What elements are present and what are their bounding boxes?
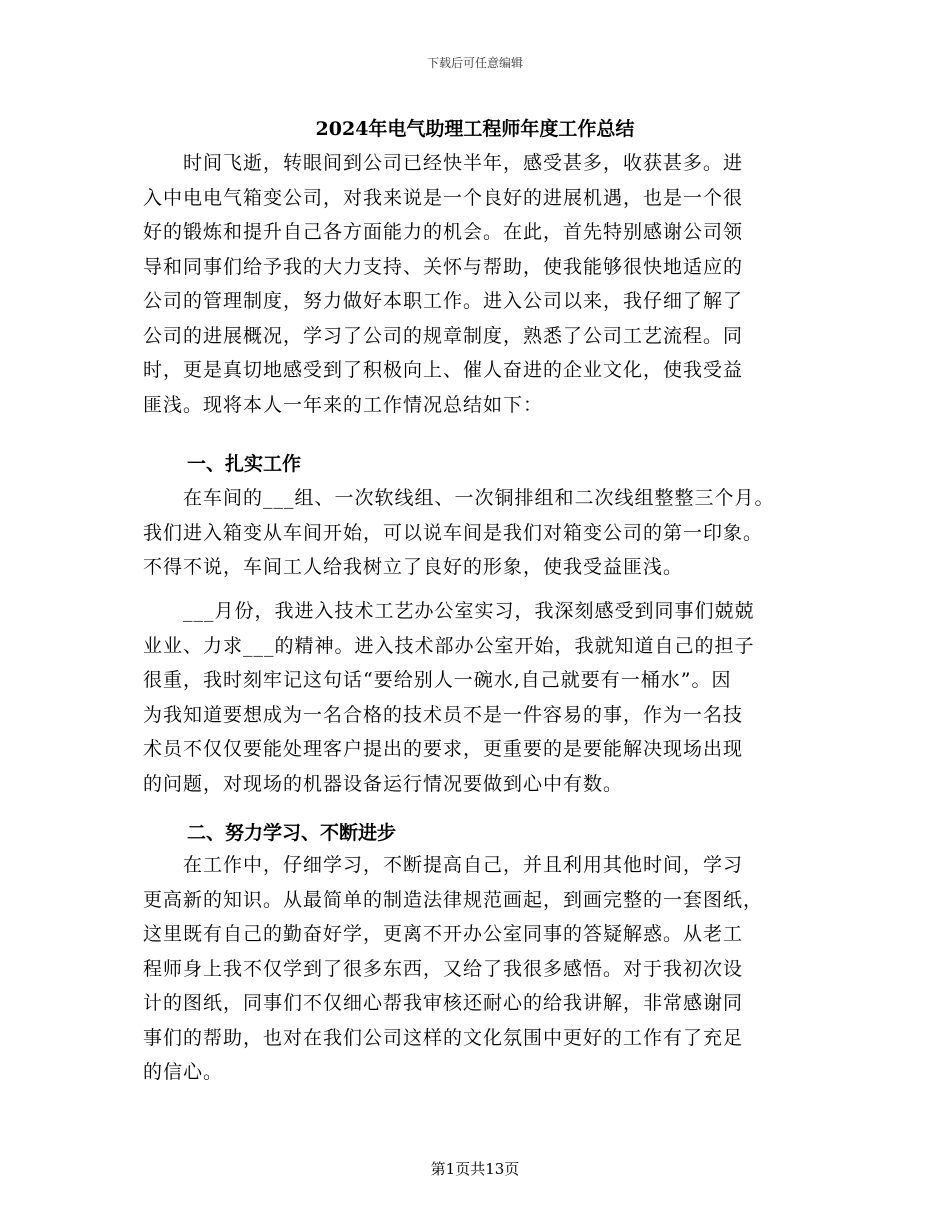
section2-paragraph-1 xyxy=(143,848,823,1090)
paragraph-line: 入中电电气箱变公司，对我来说是一个良好的进展机遇，也是一个很 xyxy=(143,186,744,209)
section1-paragraph-1 xyxy=(143,481,823,585)
intro-paragraph xyxy=(143,146,823,422)
section1-paragraph-2 xyxy=(143,594,823,801)
section-heading-1: 一、扎实工作 xyxy=(187,453,302,475)
paragraph-line: 公司的进展概况，学习了公司的规章制度，熟悉了公司工艺流程。同 xyxy=(143,324,744,347)
paragraph-line: 公司的管理制度，努力做好本职工作。进入公司以来，我仔细了解了 xyxy=(143,290,744,312)
paragraph-line: 事们的帮助，也对在我们公司这样的文化氛围中更好的工作有了充足 xyxy=(143,1026,744,1049)
section-heading-2: 二、努力学习、不断进步 xyxy=(187,822,397,844)
paragraph-line: 的问题，对现场的机器设备运行情况要做到心中有数。 xyxy=(143,772,624,795)
paragraph-line: 好的锻炼和提升自己各方面能力的机会。在此，首先特别感谢公司领 xyxy=(143,221,744,243)
document-title: 2024年电气助理工程师年度工作总结 xyxy=(315,118,635,140)
paragraph-line: 导和同事们给予我的大力支持、关怀与帮助，使我能够很快地适应的 xyxy=(143,255,744,278)
paragraph-line: 计的图纸，同事们不仅细心帮我审核还耐心的给我讲解，非常感谢同 xyxy=(143,992,744,1014)
paragraph-line: 时，更是真切地感受到了积极向上、催人奋进的企业文化，使我受益 xyxy=(143,359,744,381)
paragraph-line: 我们进入箱变从车间开始，可以说车间是我们对箱变公司的第一印象。 xyxy=(143,521,764,544)
paragraph-line: 术员不仅仅要能处理客户提出的要求，更重要的是要能解决现场出现 xyxy=(143,738,744,760)
paragraph-line: 业业、力求___的精神。进入技术部办公室开始，我就知道自己的担子 xyxy=(143,634,755,657)
paragraph-line: 时间飞逝，转眼间到公司已经快半年，感受甚多，收获甚多。进 xyxy=(143,152,744,174)
paragraph-line: ___月份，我进入技术工艺办公室实习，我深刻感受到同事们兢兢 xyxy=(143,600,755,622)
paragraph-line: 程师身上我不仅学到了很多东西，又给了我很多感悟。对于我初次设 xyxy=(143,957,744,980)
paragraph-line: 匪浅。现将本人一年来的工作情况总结如下： xyxy=(143,393,544,416)
paragraph-line: 这里既有自己的勤奋好学，更离不开办公室同事的答疑解惑。从老工 xyxy=(143,923,744,945)
paragraph-line: 很重，我时刻牢记这句话“要给别人一碗水,自己就要有一桶水”。因 xyxy=(143,669,732,691)
paragraph-line: 更高新的知识。从最简单的制造法律规范画起，到画完整的一套图纸， xyxy=(143,888,764,911)
page-footer: 第1页共13页 xyxy=(430,1160,520,1178)
paragraph-line: 为我知道要想成为一名合格的技术员不是一件容易的事，作为一名技 xyxy=(143,703,744,726)
paragraph-line: 的信心。 xyxy=(143,1061,224,1083)
paragraph-line: 不得不说，车间工人给我树立了良好的形象，使我受益匪浅。 xyxy=(143,556,684,578)
paragraph-line: 在车间的___组、一次软线组、一次铜排组和二次线组整整三个月。 xyxy=(143,487,775,509)
paragraph-line: 在工作中，仔细学习，不断提高自己，并且利用其他时间，学习 xyxy=(143,854,744,876)
header-note: 下载后可任意编辑 xyxy=(426,56,523,70)
